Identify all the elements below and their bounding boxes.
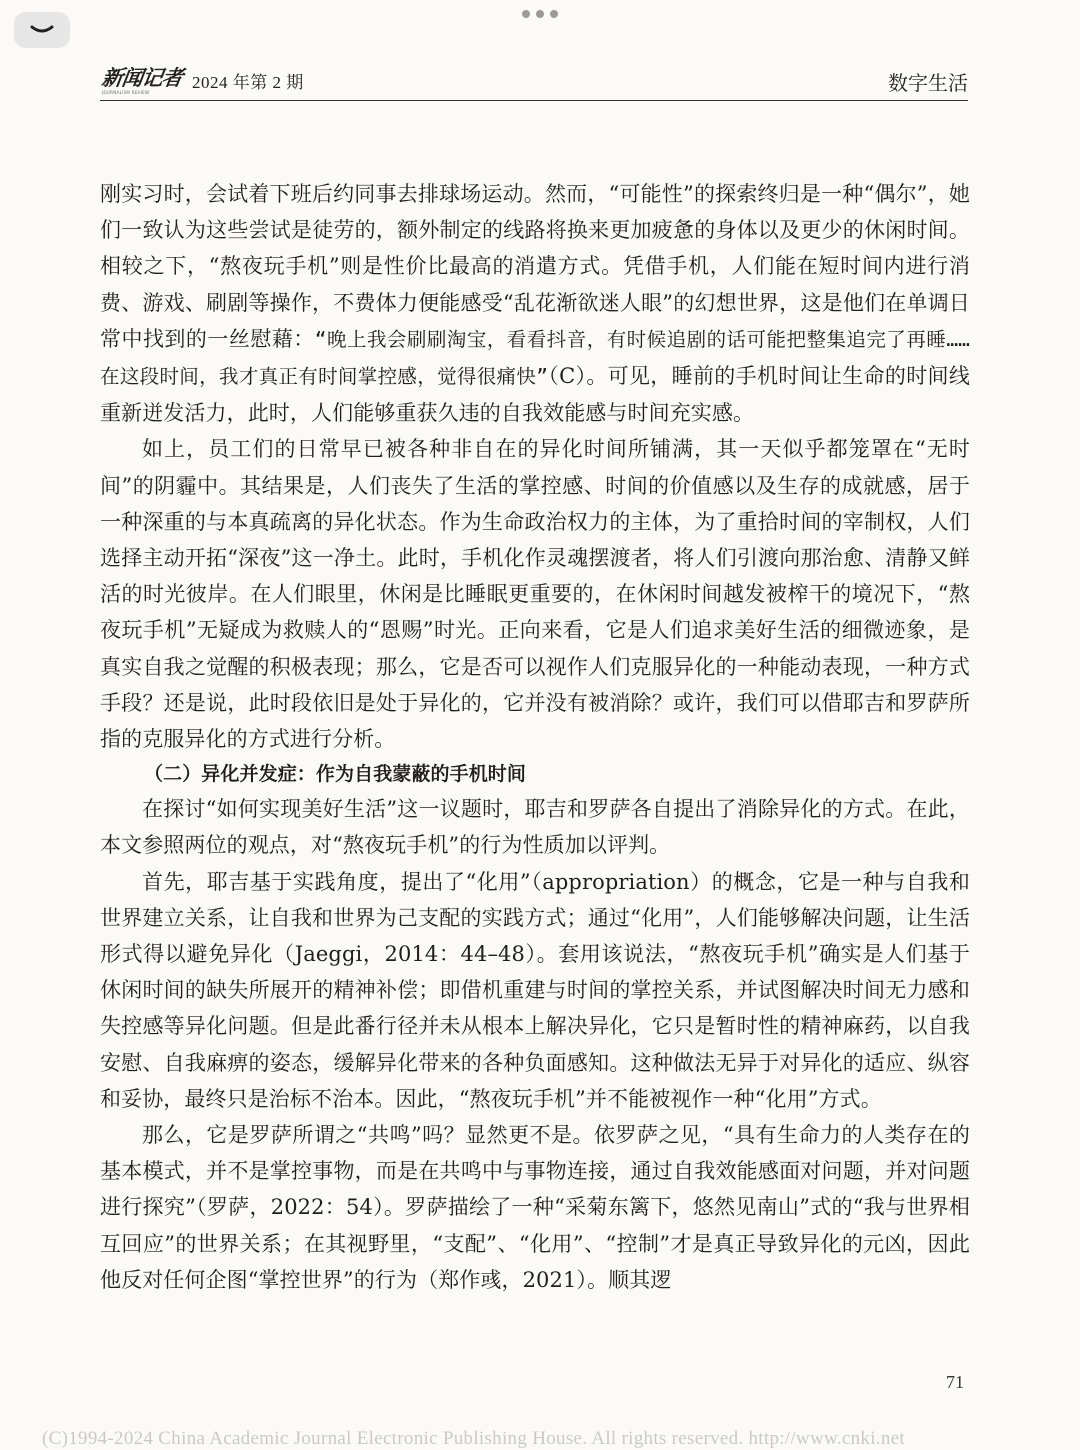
article-body xyxy=(100,176,970,1298)
column-title: 数字生活 xyxy=(888,71,968,95)
section-heading: （二）异化并发症：作为自我蒙蔽的手机时间 xyxy=(144,763,527,786)
paragraph: 那么，它是罗萨所谓之“共鸣”吗？显然更不是。依罗萨之见，“具有生命力的人类存在的基本模式，并不是掌控事物，而是在共鸣中与事物连接，通过自我效能感面对问题，并对问题进行探究”（罗萨，2022：54）。罗萨描绘了一种“采菊东篱下，悠然见南山”式的“我与世界相互回应”的世界关系；在其视野里，“支配”、“化用”、“控制”才是真正导致异化的元凶，因此他反对任何企图“掌控世界”的行为（郑作彧，2021）。顺其逻 xyxy=(100,1123,970,1292)
journal-logo xyxy=(102,66,188,98)
journal-logo-subtitle: JOURNALISM REVIEW xyxy=(102,90,150,95)
page-number: 71 xyxy=(946,1372,964,1392)
interview-quote: “晚上我会刷刷淘宝，看看抖音，有时候追剧的话可能把整集追完了再睡……在这段时间，我才真正有时间掌控感，觉得很痛快” xyxy=(100,327,970,389)
paragraph: 首先，耶吉基于实践角度，提出了“化用”（appropriation）的概念，它是一种与自我和世界建立关系，让自我和世界为己支配的实践方式；通过“化用”，人们能够解决问题，让生活形式得以避免异化（Jaeggi，2014：44–48）。套用该说法，“熬夜玩手机”确实是人们基于休闲时间的缺失所展开的精神补偿；即借机重建与时间的掌控关系，并试图解决时间无力感和失控感等异化问题。但是此番行径并未从根本上解决异化，它只是暂时性的精神麻药，以自我安慰、自我麻痹的姿态，缓解异化带来的各种负面感知。这种做法无异于对异化的适应、纵容和妥协，最终只是治标不治本。因此，“熬夜玩手机”并不能被视作一种“化用”方式。 xyxy=(100,869,970,1111)
issue-label: 2024 年第 2 期 xyxy=(192,73,304,92)
journal-logo-text: 新闻记者 xyxy=(100,65,184,90)
chevron-down-icon xyxy=(29,23,55,37)
more-horizontal-icon xyxy=(522,10,530,18)
running-header xyxy=(100,64,968,101)
paragraph: 在探讨“如何实现美好生活”这一议题时，耶吉和罗萨各自提出了消除异化的方式。在此，本文参照两位的观点，对“熬夜玩手机”的行为性质加以评判。 xyxy=(100,797,970,858)
more-options-button[interactable] xyxy=(522,8,558,20)
paragraph: 刚实习时，会试着下班后约同事去排球场运动。然而，“可能性”的探索终归是一种“偶尔”，她们一致认为这些尝试是徒劳的，额外制定的线路将换来更加疲惫的身体以及更少的休闲时间。相较之下，“熬夜玩手机”则是性价比最高的消遣方式。凭借手机，人们能在短时间内进行消费、游戏、刷剧等操作，不费体力便能感受“乱花渐欲迷人眼”的幻想世界，这是他们在单调日常中找到的一丝慰藉：“晚上我会刷刷淘宝，看看抖音，有时候追剧的话可能把整集追完了再睡……在这段时间，我才真正有时间掌控感，觉得很痛快”（C）。可见，睡前的手机时间让生命的时间线重新迸发活力，此时，人们能够重获久违的自我效能感与时间充实感。 xyxy=(100,182,970,426)
copyright-notice: (C)1994-2024 China Academic Journal Electronic Publishing House. All rights reserved. http://www.cnki.net xyxy=(42,1428,905,1449)
collapse-button[interactable] xyxy=(14,12,70,48)
paragraph: 如上，员工们的日常早已被各种非自在的异化时间所铺满，其一天似乎都笼罩在“无时间”的阴霾中。其结果是，人们丧失了生活的掌控感、时间的价值感以及生存的成就感，居于一种深重的与本真疏离的异化状态。作为生命政治权力的主体，为了重拾时间的宰制权，人们选择主动开拓“深夜”这一净土。此时，手机化作灵魂摆渡者，将人们引渡向那治愈、清静又鲜活的时光彼岸。在人们眼里，休闲是比睡眠更重要的，在休闲时间越发被榨干的境况下，“熬夜玩手机”无疑成为救赎人的“恩赐”时光。正向来看，它是人们追求美好生活的细微迹象，是真实自我之觉醒的积极表现；那么，它是否可以视作人们克服异化的一种能动表现，一种方式手段？还是说，此时段依旧是处于异化的，它并没有被消除？或许，我们可以借耶吉和罗萨所指的克服异化的方式进行分析。 xyxy=(100,437,970,752)
